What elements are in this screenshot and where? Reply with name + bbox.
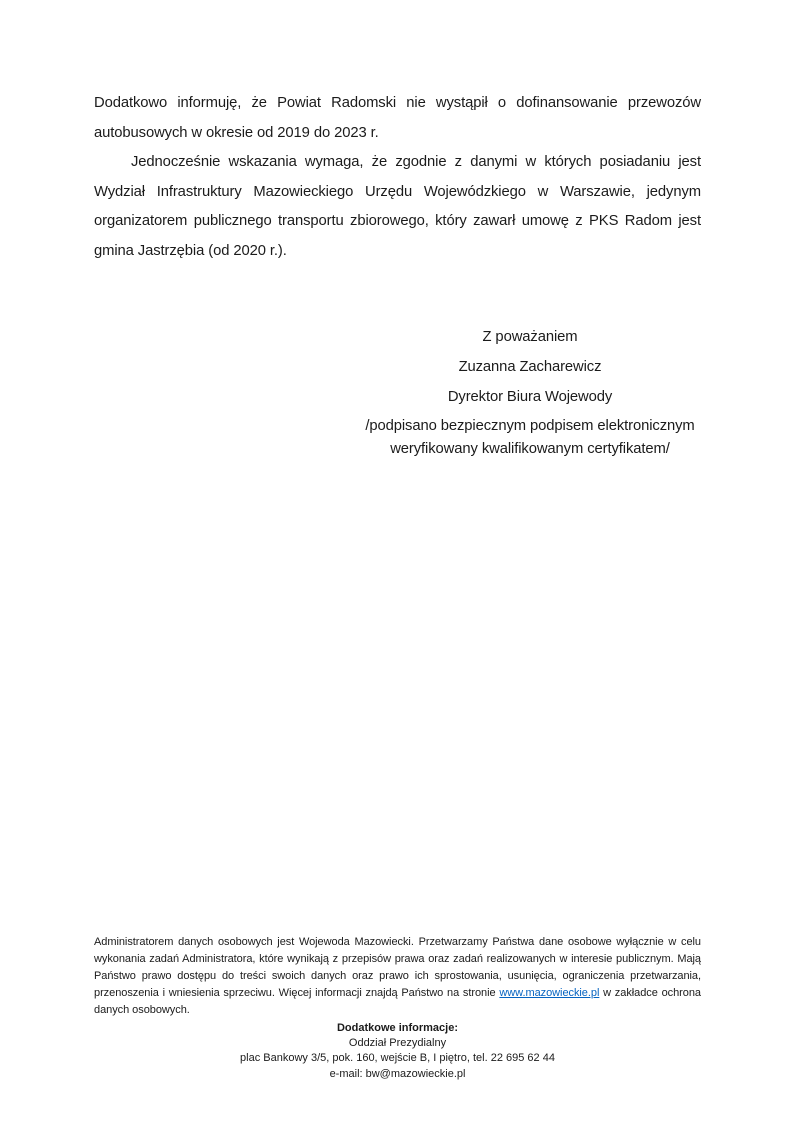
page-footer <box>94 934 701 1082</box>
letter-body <box>94 89 701 266</box>
signature-name: Zuzanna Zacharewicz <box>458 359 602 375</box>
additional-info-address: plac Bankowy 3/5, pok. 160, wejście B, I piętro, tel. 22 695 62 44 <box>240 1052 555 1065</box>
esign-line-2: weryfikowany kwalifikowanym certyfikatem/ <box>390 441 670 457</box>
gdpr-text-before-link: Administratorem danych osobowych jest Wojewoda Mazowiecki. Przetwarzamy Państwa dane osobowe wyłącznie w celu wykonania zadań Administratora, które wynikają z przepisów prawa oraz zadań realizowanych w interesie publicznym. Mają Państwo prawo dostępu do treści swoich danych oraz prawo ich sprostowania, usunięcia, ograniczenia przetwarzania, przenoszenia i wniesienia sprzeciwu. Więcej informacji znajdą Państwo na stronie <box>94 936 701 999</box>
gdpr-notice <box>94 934 701 1019</box>
additional-info-heading: Dodatkowe informacje: <box>336 1022 459 1034</box>
esign-line-1: /podpisano bezpiecznym podpisem elektronicznym <box>365 418 695 434</box>
additional-info-email: e-mail: bw@mazowieckie.pl <box>329 1067 466 1080</box>
additional-info-department: Oddział Prezydialny <box>348 1037 447 1050</box>
gdpr-text-after-link: w zakładce ochrona danych osobowych. <box>94 987 701 1016</box>
esign-statement <box>320 415 740 461</box>
body-paragraph-2: Jednocześnie wskazania wymaga, że zgodnie z danymi w których posiadaniu jest Wydział Infrastruktury Mazowieckiego Urzędu Wojewódzkiego w Warszawie, jedynym organizatorem publicznego transportu zbiorowego, który zawarł umowę z PKS Radom jest gmina Jastrzębia (od 2020 r.). <box>94 154 701 259</box>
body-paragraph-1: Dodatkowo informuję, że Powiat Radomski nie wystąpił o dofinansowanie przewozów autobusowych w okresie od 2019 do 2023 r. <box>94 95 701 141</box>
additional-info-block <box>94 1021 701 1082</box>
mazowieckie-link[interactable]: www.mazowieckie.pl <box>499 987 600 999</box>
signature-closing: Z poważaniem <box>482 329 578 345</box>
signature-block <box>320 322 740 461</box>
signature-title: Dyrektor Biura Wojewody <box>447 389 613 405</box>
